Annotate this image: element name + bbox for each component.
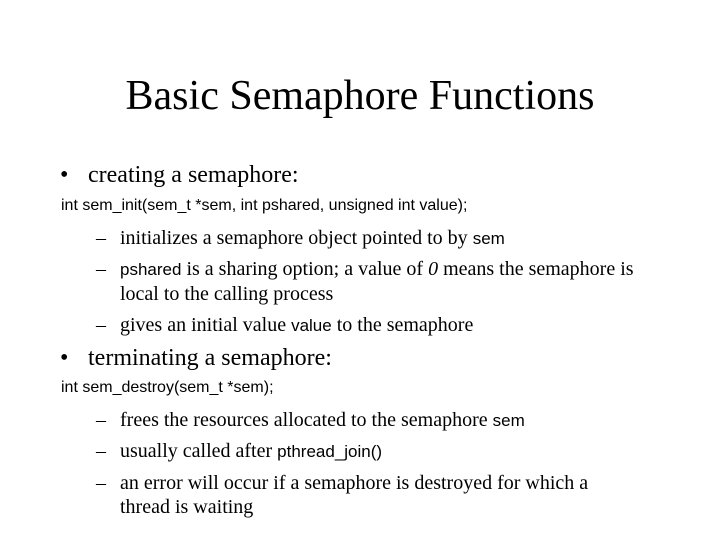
dash-icon: – bbox=[96, 472, 106, 494]
slide-title: Basic Semaphore Functions bbox=[125, 73, 595, 119]
sub-item-text bbox=[120, 257, 656, 306]
sub-item-error bbox=[96, 471, 656, 519]
section1-heading: creating a semaphore: bbox=[88, 162, 299, 188]
sub-item-text bbox=[120, 226, 656, 251]
section2-heading: terminating a semaphore: bbox=[88, 345, 332, 371]
inline-code: sem bbox=[492, 411, 525, 430]
sem-destroy-signature: int sem_destroy(sem_t *sem); bbox=[61, 379, 274, 396]
dash-icon: – bbox=[96, 440, 106, 462]
sub-item-text-part: to the semaphore bbox=[331, 314, 474, 336]
inline-code: pthread_join() bbox=[277, 442, 383, 461]
dash-icon: – bbox=[96, 258, 106, 280]
sub-item-text-part: frees the resources allocated to the semaphore bbox=[120, 409, 493, 431]
sub-item-text bbox=[120, 439, 656, 464]
dash-icon: – bbox=[96, 227, 106, 249]
sub-item-initial-value bbox=[96, 313, 656, 338]
sub-item-text-part: usually called after bbox=[120, 440, 278, 462]
inline-code: sem bbox=[472, 229, 505, 248]
sub-item-text: an error will occur if a semaphore is destroyed for which a thread is waiting bbox=[120, 472, 589, 518]
dash-icon: – bbox=[96, 314, 106, 336]
sub-item-usually-called bbox=[96, 439, 656, 464]
sub-item-frees bbox=[96, 408, 656, 433]
sub-item-pshared bbox=[96, 257, 656, 306]
sub-item-text bbox=[120, 313, 656, 338]
bullet-dot-icon: • bbox=[60, 345, 69, 371]
bullet-terminating-semaphore bbox=[60, 343, 332, 373]
sub-item-text bbox=[120, 408, 656, 433]
sub-item-text-part: gives an initial value bbox=[120, 314, 292, 336]
inline-italic-value: 0 bbox=[428, 258, 439, 280]
sub-item-initializes bbox=[96, 226, 656, 251]
sub-item-text-part: initializes a semaphore object pointed to by bbox=[120, 227, 473, 249]
dash-icon: – bbox=[96, 409, 106, 431]
inline-code: pshared bbox=[120, 260, 182, 279]
inline-code: value bbox=[291, 316, 332, 335]
bullet-dot-icon: • bbox=[60, 162, 69, 188]
bullet-creating-semaphore bbox=[60, 160, 299, 190]
sub-item-text-part: is a sharing option; a value of bbox=[181, 258, 429, 280]
sem-init-signature: int sem_init(sem_t *sem, int pshared, unsigned int value); bbox=[61, 197, 468, 214]
sub-item-text-part: means the semaphore is local to the calling process bbox=[120, 258, 634, 305]
